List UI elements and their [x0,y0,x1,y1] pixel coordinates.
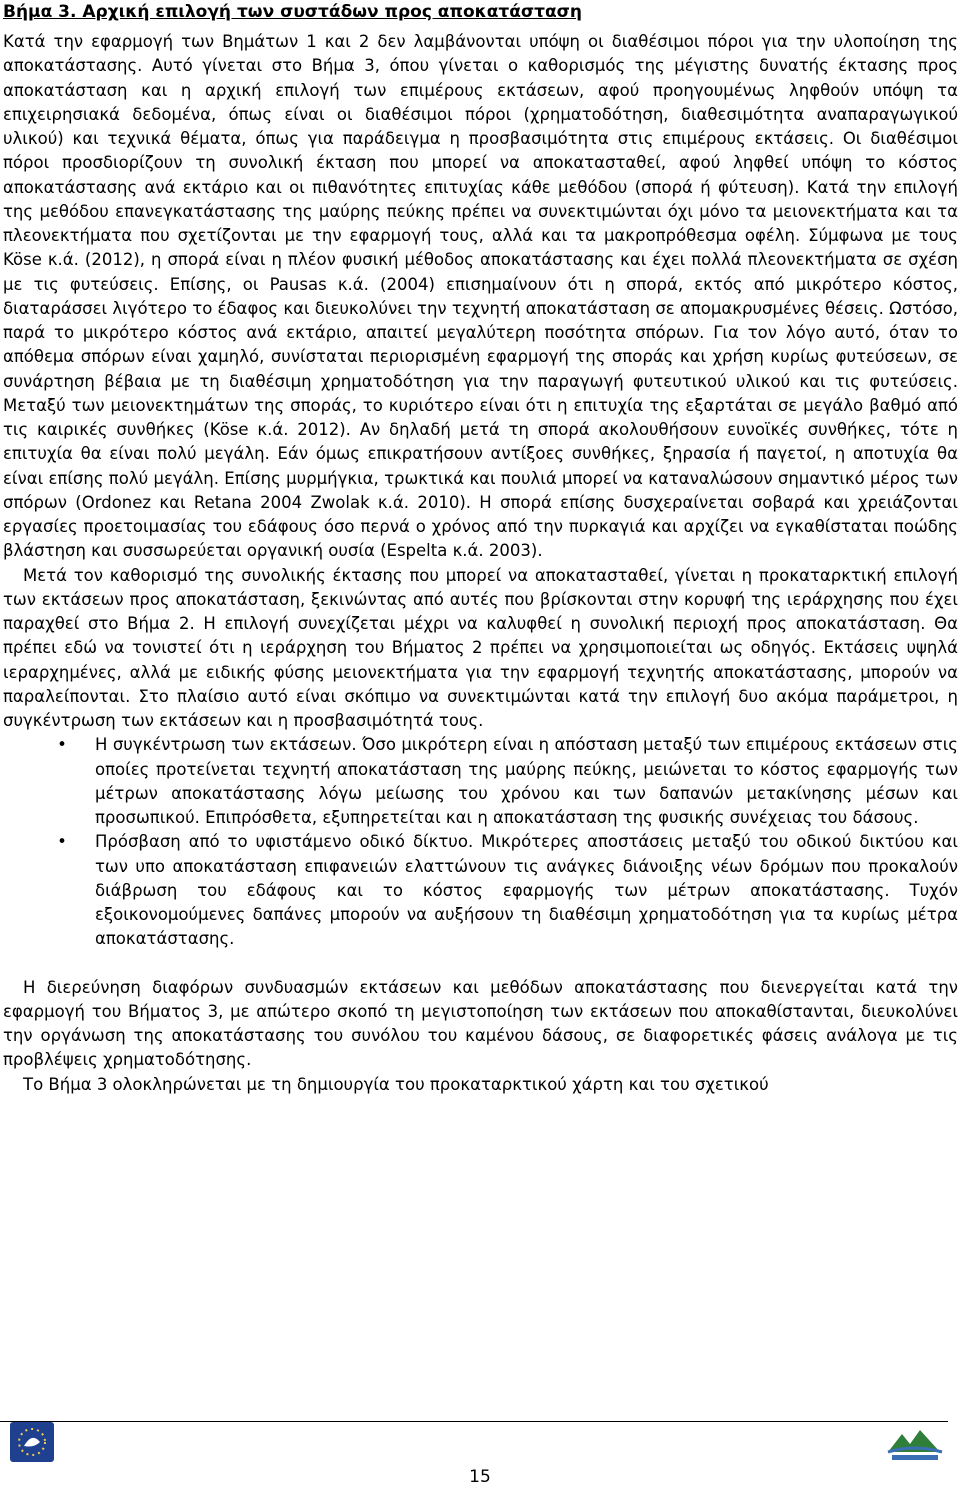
document-body [3,30,958,1097]
bullet-dot-icon: • [57,735,67,755]
paragraph-3: Η διερεύνηση διαφόρων συνδυασμών εκτάσεων και μεθόδων αποκατάστασης που διενεργείται κατά την εφαρμογή του Βήματος 3, με απώτερο σκοπό τη μεγιστοποίηση των εκτάσεων που αποκαθίστανται, διευκολύνει την οργάνωση της αποκατάστασης του συνόλου του καμένου δάσους, σε διαφορετικές φάσεις ανάλογα με τις προβλέψεις χρηματοδότησης. [3,977,958,1070]
footer-divider [0,1421,948,1422]
natura-2000-logo-icon [884,1422,946,1464]
bullet-dot-icon: • [57,832,67,852]
paragraph-1: Κατά την εφαρμογή των Βημάτων 1 και 2 δεν λαμβάνονται υπόψη οι διαθέσιμοι πόροι για την υλοποίηση της αποκατάστασης. Αυτό γίνεται στο Βήμα 3, όπου γίνεται ο καθορισμός της μέγιστης δυνατής έκτασης προς αποκατάσταση και η αρχική επιλογή των επιμέρους εκτάσεων, αφού προηγουμένως ληφθούν υπόψη τα επιχειρησιακά δεδομένα, όπως είναι οι διαθέσιμοι πόροι (χρηματοδότηση, διαθεσιμότητα αναπαραγωγικού υλικού) και τεχνικά θέματα, όπως για παράδειγμα η προσβασιμότητα στις επιμέρους εκτάσεις. Οι διαθέσιμοι πόροι προσδιορίζουν τη συνολική έκταση που μπορεί να αποκατασταθεί, αφού ληφθεί υπόψη το κόστος αποκατάστασης ανά εκτάριο και οι πιθανότητες επιτυχίας κάθε μεθόδου (σπορά ή φύτευση). Κατά την επιλογή της μεθόδου επανεγκατάστασης της μαύρης πεύκης πρέπει να συνεκτιμώνται όχι μόνο τα μειονεκτήματα και τα πλεονεκτήματα που σχετίζονται με την εφαρμογή τους, αλλά και τα μακροπρόθεσμα οφέλη. Σύμφωνα με τους Köse κ.ά. (2012), η σπορά είναι η πλέον φυσική μέθοδος αποκατάστασης και έχει πολλά πλεονεκτήματα σε σχέση με τις φυτεύσεις. Επίσης, οι Pausas κ.ά. (2004) επισημαίνουν ότι η σπορά, εκτός από μικρότερο κόστος, διαταράσσει λιγότερο το έδαφος και διευκολύνει την τεχνητή αποκατάσταση σε απομακρυσμένες θέσεις. Ωστόσο, παρά το μικρότερο κόστος ανά εκτάριο, απαιτεί μεγαλύτερη ποσότητα σπόρων. Για τον λόγο αυτό, όταν το απόθεμα σπόρων είναι χαμηλό, συνίσταται περιορισμένη εφαρμογή της σποράς και χρήση κυρίως φυτεύσεων, σε συνάρτηση βέβαια με τη διαθέσιμη χρηματοδότηση για την παραγωγή φυτευτικού υλικού και τις φυτεύσεις. Μεταξύ των μειονεκτημάτων της σποράς, το κυριότερο είναι ότι η επιτυχία της εξαρτάται σε μεγάλο βαθμό από τις καιρικές συνθήκες (Köse κ.ά. 2012). Αν δηλαδή μετά τη σπορά ακολουθήσουν ευνοϊκές συνθήκες, τότε η επιτυχία θα είναι πολύ μεγάλη. Εάν όμως επικρατήσουν αντίξοες συνθήκες, ξηρασία ή παγετοί, η αποτυχία θα είναι επίσης πολύ μεγάλη. Επίσης μυρμήγκια, τρωκτικά και πουλιά μπορεί να καταναλώσουν σημαντικό μέρος των σπόρων (Ordonez και Retana 2004 Zwolak κ.ά. 2010). Η σπορά επίσης δυσχεραίνεται σοβαρά και χρειάζονται εργασίες προετοιμασίας του εδάφους όσο περνά ο χρόνος από την πυρκαγιά και αρχίζει να εγκαθίσταται ποώδης βλάστηση και συσσωρεύεται οργανική ουσία (Espelta κ.ά. 2003). [3,32,958,561]
bullet-text-concentration: Η συγκέντρωση των εκτάσεων. Όσο μικρότερη είναι η απόσταση μεταξύ των επιμέρους εκτάσεων στις οποίες προτείνεται τεχνητή αποκατάσταση της μαύρης πεύκης, μειώνεται το κόστος εφαρμογής των μέτρων αποκατάστασης λόγω μείωσης του χρόνου και των δαπανών μετακίνησης μέσων και προσωπικού. Επιπρόσθετα, εξυπηρετείται και η αποκατάσταση της φυσικής συνέχειας του δάσους. [95,735,958,827]
list-item [3,830,958,951]
paragraph-spacer [3,952,958,976]
paragraph-2: Μετά τον καθορισμό της συνολικής έκτασης που μπορεί να αποκατασταθεί, γίνεται η προκαταρκτική επιλογή των εκτάσεων προς αποκατάσταση, ξεκινώντας από αυτές που βρίσκονται στην κορυφή της ιεράρχησης που έχει παραχθεί στο Βήμα 2. Η επιλογή συνεχίζεται μέχρι να καλυφθεί η συνολική περιοχή προς αποκατάσταση. Θα πρέπει εδώ να τονιστεί ότι η ιεράρχηση του Βήματος 2 πρέπει να χρησιμοποιείται ως οδηγός. Εκτάσεις υψηλά ιεραρχημένες, αλλά με ειδικής φύσης μειονεκτήματα για την εφαρμογή τεχνητής αποκατάστασης, μπορούν να παραλείπονται. Στο πλαίσιο αυτό είναι σκόπιμο να συνεκτιμώνται κατά την επιλογή δυο ακόμα παράμετροι, η συγκέντρωση των εκτάσεων και η προσβασιμότητά τους. [3,565,958,730]
section-heading: Βήμα 3. Αρχική επιλογή των συστάδων προς αποκατάσταση [3,2,583,22]
bullet-list [3,733,958,951]
life-logo-icon [10,1422,54,1462]
bullet-text-access: Πρόσβαση από το υφιστάμενο οδικό δίκτυο. Μικρότερες αποστάσεις μεταξύ του οδικού δικτύου και των υπο αποκατάσταση επιφανειών ελαττώνουν τις ανάγκες διάνοιξης νέων δρόμων που προκαλούν διάβρωση του εδάφους και το κόστος εφαρμογής των μέτρων αποκατάστασης. Τυχόν εξοικονομούμενες δαπάνες μπορούν να αυξήσουν τη διαθέσιμη χρηματοδότηση για τα κυρίως μέτρα αποκατάστασης. [95,832,958,949]
list-item [3,733,958,830]
paragraph-4: Το Βήμα 3 ολοκληρώνεται με τη δημιουργία του προκαταρκτικού χάρτη και του σχετικού [23,1074,769,1094]
page-number: 15 [469,1467,491,1487]
